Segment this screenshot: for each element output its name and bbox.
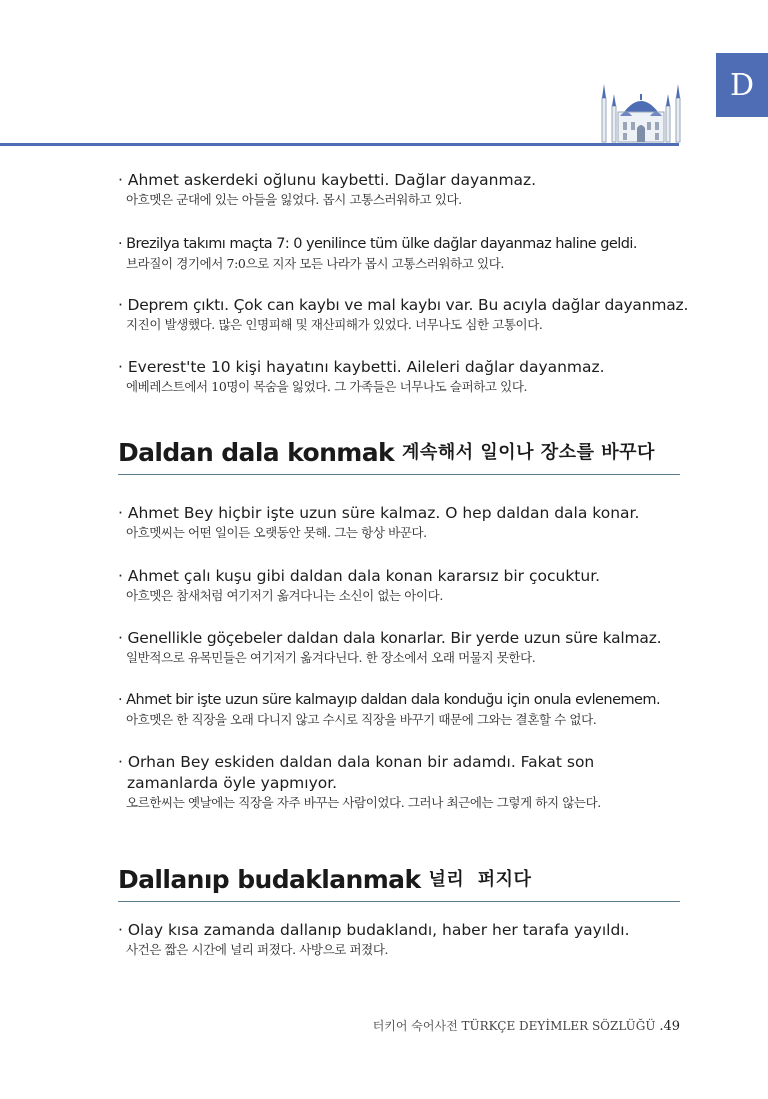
korean-translation: 브라질이 경기에서 7:0으로 지자 모든 나라가 몹시 고통스러워하고 있다. (126, 256, 504, 271)
header-rule (0, 143, 679, 146)
idiom-heading (118, 434, 680, 475)
example-entry (118, 357, 688, 396)
idiom-korean: 널리 퍼지다 (428, 869, 532, 890)
example-entry (118, 234, 688, 273)
korean-translation: 에베레스트에서 10명이 목숨을 잃었다. 그 가족들은 너무나도 슬퍼하고 있다. (126, 379, 528, 394)
example-entry (118, 170, 688, 209)
idiom-turkish: Daldan dala konmak (118, 438, 395, 467)
turkish-sentence: · Deprem çıktı. Çok can kaybı ve mal kaybı var. Bu acıyla dağlar dayanmaz. (118, 296, 689, 314)
book-title: 터키어 숙어사전 TÜRKÇE DEYİMLER SÖZLÜĞÜ (372, 1019, 656, 1033)
korean-translation: 아흐멧씨는 어떤 일이든 오랫동안 못해. 그는 항상 바꾼다. (126, 525, 427, 540)
korean-translation: 사건은 짧은 시간에 널리 퍼졌다. 사방으로 퍼졌다. (126, 942, 389, 957)
example-entry (118, 690, 688, 729)
turkish-sentence: · Ahmet Bey hiçbir işte uzun süre kalmaz. O hep daldan dala konar. (118, 504, 640, 522)
korean-translation: 일반적으로 유목민들은 여기저기 옮겨다닌다. 한 장소에서 오래 머물지 못한다. (126, 650, 536, 665)
turkish-sentence: · Ahmet çalı kuşu gibi daldan dala konan kararsız bir çocuktur. (118, 567, 601, 585)
korean-translation: 오르한씨는 옛날에는 직장을 자주 바꾸는 사람이었다. 그러나 최근에는 그렇게 하지 않는다. (126, 795, 601, 810)
example-entry (118, 628, 688, 667)
korean-translation: 아흐멧은 군대에 있는 아들을 잃었다. 몹시 고통스러워하고 있다. (126, 192, 462, 207)
turkish-sentence: · Brezilya takımı maçta 7: 0 yenilince tüm ülke dağlar dayanmaz haline geldi. (118, 236, 637, 252)
section-letter-tab: D (716, 53, 768, 117)
turkish-sentence: · Ahmet askerdeki oğlunu kaybetti. Dağlar dayanmaz. (118, 171, 537, 189)
page-footer (373, 1017, 680, 1034)
korean-translation: 아흐멧은 한 직장을 오래 다니지 않고 수시로 직장을 바꾸기 때문에 그와는 결혼할 수 없다. (126, 712, 597, 727)
korean-translation: 아흐멧은 참새처럼 여기저기 옮겨다니는 소신이 없는 아이다. (126, 588, 443, 603)
turkish-sentence: · Orhan Bey eskiden daldan dala konan bir adamdı. Fakat son zamanlarda öyle yapmıyor. (118, 753, 595, 792)
idiom-turkish: Dallanıp budaklanmak (118, 865, 421, 894)
example-entry (118, 295, 688, 334)
turkish-sentence: · Ahmet bir işte uzun süre kalmayıp daldan dala konduğu için onula evlenemem. (118, 692, 661, 708)
turkish-sentence: · Olay kısa zamanda dallanıp budaklandı, haber her tarafa yayıldı. (118, 921, 630, 939)
idiom-heading (118, 861, 680, 902)
mosque-icon (600, 76, 682, 144)
example-entry (118, 503, 688, 542)
turkish-sentence: · Genellikle göçebeler daldan dala konarlar. Bir yerde uzun süre kalmaz. (118, 629, 662, 647)
example-entry (118, 920, 688, 959)
idiom-korean: 계속해서 일이나 장소를 바꾸다 (402, 442, 655, 463)
turkish-sentence: · Everest'te 10 kişi hayatını kaybetti. Aileleri dağlar dayanmaz. (118, 358, 605, 376)
page-number: .49 (659, 1019, 680, 1034)
example-entry (118, 752, 678, 812)
example-entry (118, 566, 688, 605)
korean-translation: 지진이 발생했다. 많은 인명피해 및 재산피해가 있었다. 너무나도 심한 고통이다. (126, 317, 543, 332)
